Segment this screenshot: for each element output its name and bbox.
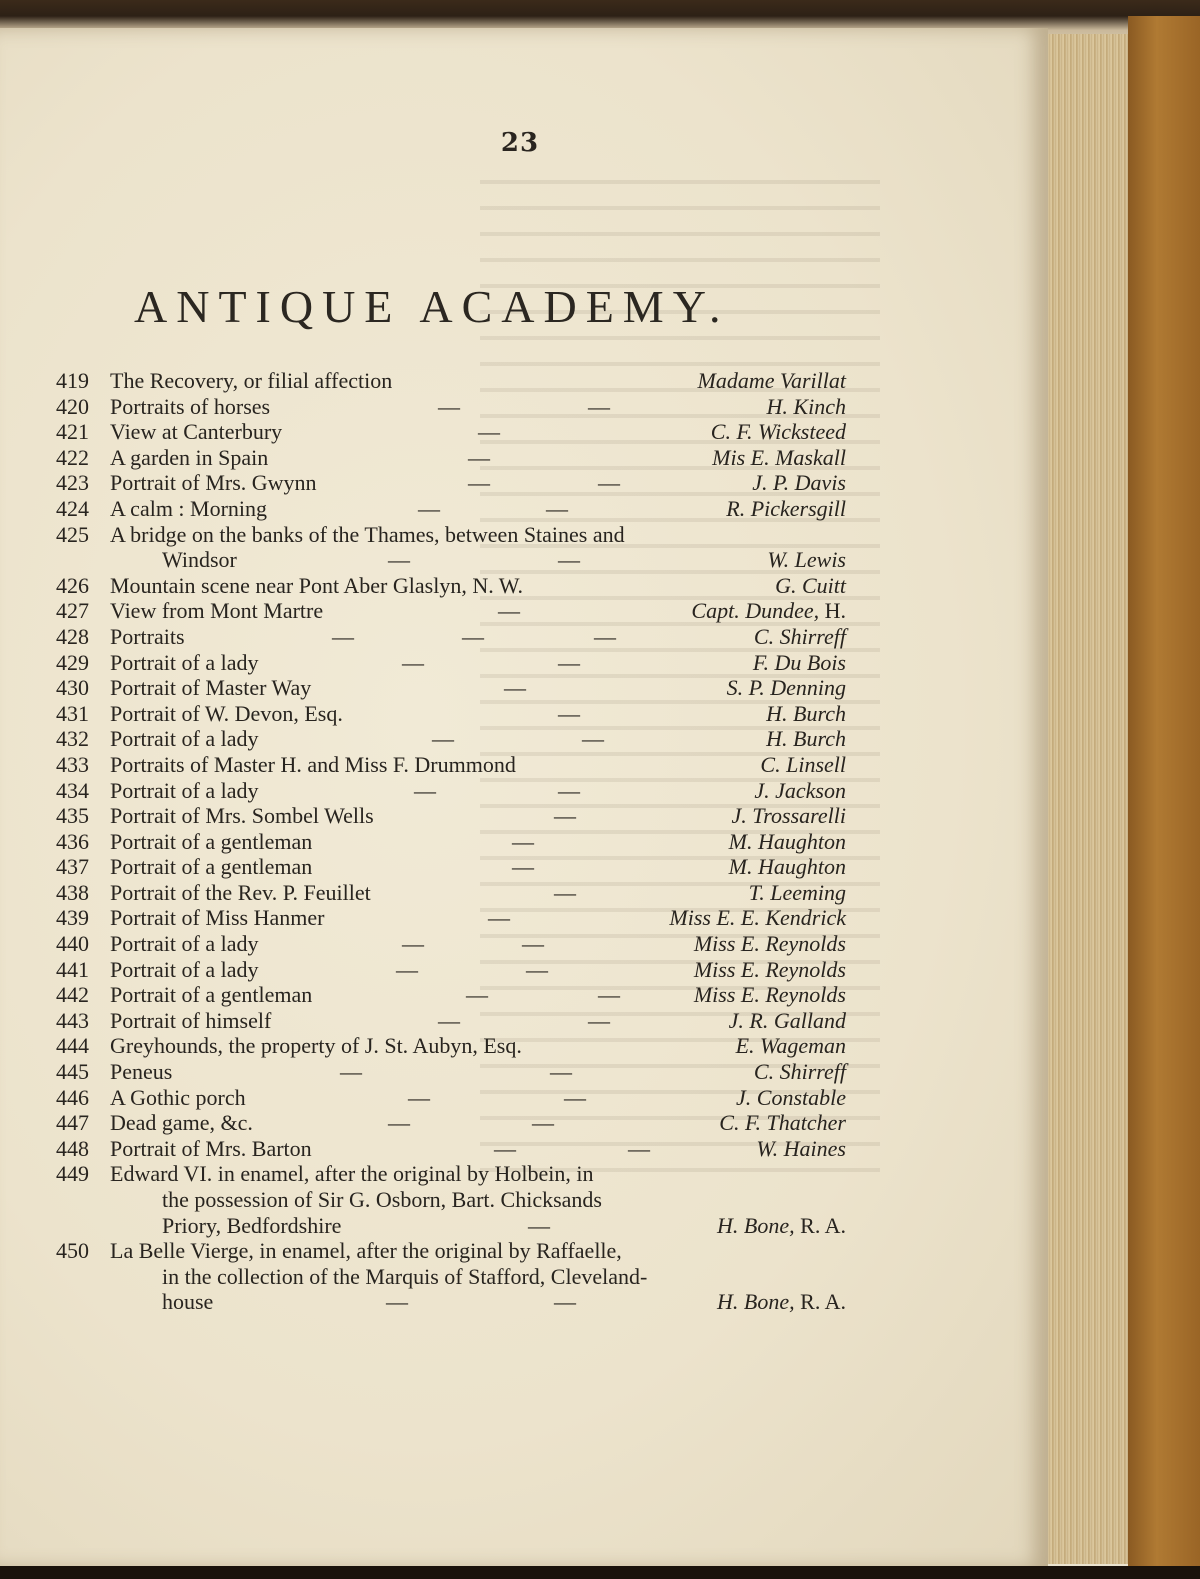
dash-leader: — [438,1007,460,1033]
catalogue-entry [56,598,846,624]
entry-number: 425 [56,521,89,547]
section-heading: ANTIQUE ACADEMY. [134,281,730,332]
dash-leader: — [546,495,568,521]
entry-title: The Recovery, or filial affection [110,368,393,393]
entry-title: La Belle Vierge, in enamel, after the original by Raffaelle, [110,1238,622,1264]
entry-title: Priory, Bedfordshire [162,1212,342,1238]
entry-title: Portrait of the Rev. P. Feuillet [110,879,371,905]
artist-name-text: C. Shirreff [753,623,846,649]
artist-name-text: Madame Varillat [697,368,846,393]
entry-number: 447 [56,1110,89,1136]
artist-name-text: Miss E. E. Kendrick [669,905,846,931]
artist-name [717,1213,846,1239]
catalogue-entry [56,726,846,752]
dash-leader: — [512,828,534,854]
entry-title: View at Canterbury [110,419,283,445]
entry-title: Mountain scene near Pont Aber Glaslyn, N. W. [110,572,524,598]
artist-name-text: Miss E. Reynolds [693,956,846,982]
catalogue-entry [56,1033,846,1059]
catalogue-entry [56,1238,846,1264]
dash-leader: — [558,777,580,803]
catalogue-entry-continuation [56,1213,846,1239]
dash-leader: — [432,726,454,752]
catalogue-entry [56,470,846,496]
catalogue-entry [56,522,846,548]
catalogue-entry [56,982,846,1008]
dash-leader: — [396,956,418,982]
artist-name-text: C. Shirreff [753,1059,846,1085]
artist-name [698,368,847,394]
catalogue-entry-continuation [56,1187,846,1213]
artist-name-text: J. P. Davis [752,470,846,496]
entry-title: Edward VI. in enamel, after the original by Holbein, in [110,1161,594,1187]
dash-leader: — [418,495,440,521]
artist-name [756,1136,846,1162]
entry-number: 433 [56,751,89,777]
entry-number: 438 [56,879,89,905]
artist-name-text: S. P. Denning [726,675,846,701]
entry-number: 431 [56,700,89,726]
catalogue-entry-continuation [56,1289,846,1315]
catalogue-entry [56,445,846,471]
entry-title: Portrait of a lady [110,649,259,675]
dash-leader: — [554,1289,576,1315]
artist-name-text: Mis E. Maskall [712,444,846,470]
dash-leader: — [532,1110,554,1136]
entry-number: 422 [56,444,89,470]
entry-number: 436 [56,828,89,854]
dash-leader: — [402,931,424,957]
artist-name-text: J. Jackson [754,777,846,803]
entry-title: Portrait of a lady [110,777,259,803]
dash-leader: — [550,1059,572,1085]
entry-title: Portrait of W. Devon, Esq. [110,700,343,726]
artist-name [694,957,846,983]
dash-leader: — [504,675,526,701]
catalogue-entry [56,394,846,420]
entry-title: View from Mont Martre [110,598,324,624]
catalogue-entry [56,496,846,522]
page-number: 23 [500,128,540,158]
catalogue-entry [56,803,846,829]
catalogue-page [0,28,1048,1568]
catalogue-entry [56,905,846,931]
entry-title: Portrait of Mrs. Sombel Wells [110,803,374,829]
artist-name-text: H. Bone, [717,1289,795,1315]
entry-title: Portrait of a lady [110,956,259,982]
artist-name [691,598,846,624]
entry-number: 420 [56,393,89,419]
entry-title: house [162,1289,214,1315]
catalogue-entry [56,1110,846,1136]
dash-leader: — [564,1084,586,1110]
dash-leader: — [332,623,354,649]
dash-leader: — [526,956,548,982]
catalogue-entry [56,1008,846,1034]
entry-number: 437 [56,854,89,880]
artist-name [767,547,846,573]
artist-name-text: Miss E. Reynolds [693,982,846,1008]
entry-number: 449 [56,1161,89,1187]
artist-name [753,650,846,676]
entry-number: 440 [56,931,89,957]
catalogue-entry [56,854,846,880]
artist-name [731,803,846,829]
entry-title: A Gothic porch [110,1084,246,1110]
artist-name-text: Capt. Dundee, [691,598,820,624]
entry-number: 428 [56,623,89,649]
dash-leader: — [588,393,610,419]
dash-leader: — [512,854,534,880]
entry-title: Portrait of Master Way [110,675,312,701]
artist-name-text: J. Constable [736,1084,846,1110]
dash-leader: — [594,623,616,649]
entry-title: A calm : Morning [110,495,268,521]
catalogue-entry [56,1085,846,1111]
artist-name [775,573,846,599]
artist-name-text: H. Burch [766,726,846,752]
entry-number: 434 [56,777,89,803]
catalogue-entry [56,368,846,394]
dash-leader: — [388,547,410,573]
dash-leader: — [466,982,488,1008]
exhibit-list [56,368,846,1315]
catalogue-entry-continuation [56,1264,846,1290]
entry-title: Dead game, &c. [110,1110,253,1136]
artist-name-text: M. Haughton [728,854,846,880]
artist-name [694,931,846,957]
catalogue-entry [56,957,846,983]
artist-name-text: G. Cuitt [775,572,846,598]
dash-leader: — [554,803,576,829]
page-edges [1048,34,1130,1564]
entry-title: Peneus [110,1059,173,1085]
dash-leader: — [582,726,604,752]
dash-leader: — [478,419,500,445]
artist-name-text: C. F. Thatcher [719,1110,846,1136]
artist-name [712,445,846,471]
dash-leader: — [554,879,576,905]
entry-title: Portraits of horses [110,393,271,419]
catalogue-entry [56,931,846,957]
artist-name-text: F. Du Bois [752,649,846,675]
entry-number: 443 [56,1007,89,1033]
artist-name [711,419,846,445]
artist-suffix: H. [819,598,846,624]
entry-title: Portrait of a lady [110,931,259,957]
entry-number: 445 [56,1059,89,1085]
artist-name-text: Miss E. Reynolds [693,931,846,957]
entry-number: 429 [56,649,89,675]
dash-leader: — [340,1059,362,1085]
entry-number: 441 [56,956,89,982]
catalogue-entry [56,419,846,445]
artist-name-text: H. Kinch [766,393,846,419]
entry-number: 421 [56,419,89,445]
entry-number: 427 [56,598,89,624]
entry-title: the possession of Sir G. Osborn, Bart. Chicksands [162,1187,602,1212]
artist-name [736,1033,846,1059]
entry-number: 444 [56,1033,89,1059]
dash-leader: — [402,649,424,675]
entry-number: 450 [56,1238,89,1264]
catalogue-entry [56,880,846,906]
entry-number: 446 [56,1084,89,1110]
entry-number: 426 [56,572,89,598]
book-cover-edge [1128,16,1200,1566]
entry-title: Portrait of a gentleman [110,828,313,854]
entry-number: 435 [56,803,89,829]
scan-border [0,1566,1200,1579]
artist-suffix: R. A. [794,1289,846,1315]
artist-name-text: C. F. Wicksteed [710,419,846,445]
artist-name-text: M. Haughton [728,828,846,854]
entry-number: 442 [56,982,89,1008]
entry-title: Portrait of Mrs. Barton [110,1135,312,1161]
artist-name [766,726,846,752]
artist-name-text: J. Trossarelli [731,803,846,829]
entry-number: 432 [56,726,89,752]
catalogue-entry [56,829,846,855]
entry-title: Windsor [162,547,237,573]
catalogue-entry [56,675,846,701]
dash-leader: — [462,623,484,649]
catalogue-entry [56,752,846,778]
dash-leader: — [438,393,460,419]
entry-number: 424 [56,495,89,521]
entry-title: Portraits [110,623,185,649]
catalogue-entry [56,624,846,650]
dash-leader: — [588,1007,610,1033]
entry-title: Portrait of a lady [110,726,259,752]
entry-title: Portraits of Master H. and Miss F. Drummond [110,751,516,777]
artist-name [767,394,846,420]
entry-number: 423 [56,470,89,496]
artist-name-text: C. Linsell [760,751,846,777]
dash-leader: — [388,1110,410,1136]
entry-number: 439 [56,905,89,931]
artist-name [729,854,846,880]
catalogue-entry [56,701,846,727]
dash-leader: — [558,547,580,573]
dash-leader: — [386,1289,408,1315]
entry-title: Portrait of Mrs. Gwynn [110,470,317,496]
artist-name-text: R. Pickersgill [726,495,846,521]
entry-title: Greyhounds, the property of J. St. Aubyn, Esq. [110,1033,522,1059]
entry-title: Portrait of a gentleman [110,854,313,880]
dash-leader: — [414,777,436,803]
dash-leader: — [558,649,580,675]
entry-title: Portrait of himself [110,1007,272,1033]
catalogue-entry-continuation [56,547,846,573]
artist-name [760,752,846,778]
catalogue-entry [56,1059,846,1085]
dash-leader: — [522,931,544,957]
artist-name-text: W. Lewis [767,547,846,573]
entry-number: 430 [56,675,89,701]
artist-name [717,1289,846,1315]
entry-title: Portrait of a gentleman [110,982,313,1008]
artist-name-text: T. Leeming [748,879,846,905]
dash-leader: — [468,470,490,496]
artist-name [754,624,846,650]
artist-name [736,1085,846,1111]
dash-leader: — [558,700,580,726]
dash-leader: — [498,598,520,624]
artist-name [766,701,846,727]
artist-name [719,1110,846,1136]
entry-number: 419 [56,368,89,393]
artist-name [752,470,846,496]
entry-title: A garden in Spain [110,444,269,470]
catalogue-entry [56,650,846,676]
entry-title: in the collection of the Marquis of Stafford, Cleveland- [162,1263,648,1289]
artist-name [726,496,846,522]
catalogue-entry [56,778,846,804]
artist-name [694,982,846,1008]
dash-leader: — [598,982,620,1008]
artist-name [729,829,846,855]
entry-title: Portrait of Miss Hanmer [110,905,325,931]
artist-name [754,1059,846,1085]
entry-number: 448 [56,1135,89,1161]
artist-name [729,1008,846,1034]
dash-leader: — [494,1135,516,1161]
entry-title: A bridge on the banks of the Thames, between Staines and [110,521,625,547]
artist-name [669,905,846,931]
artist-name [727,675,846,701]
catalogue-entry [56,1136,846,1162]
dash-leader: — [488,905,510,931]
dash-leader: — [528,1212,550,1238]
artist-name-text: W. Haines [756,1135,846,1161]
dash-leader: — [408,1084,430,1110]
artist-name-text: H. Bone, [717,1212,795,1238]
catalogue-entry [56,1161,846,1187]
artist-name-text: E. Wageman [735,1033,846,1059]
artist-name-text: J. R. Galland [728,1007,846,1033]
artist-name [754,778,846,804]
dash-leader: — [468,444,490,470]
artist-suffix: R. A. [794,1212,846,1238]
catalogue-entry [56,573,846,599]
dash-leader: — [598,470,620,496]
dash-leader: — [628,1135,650,1161]
artist-name-text: H. Burch [766,700,846,726]
artist-name [749,880,846,906]
